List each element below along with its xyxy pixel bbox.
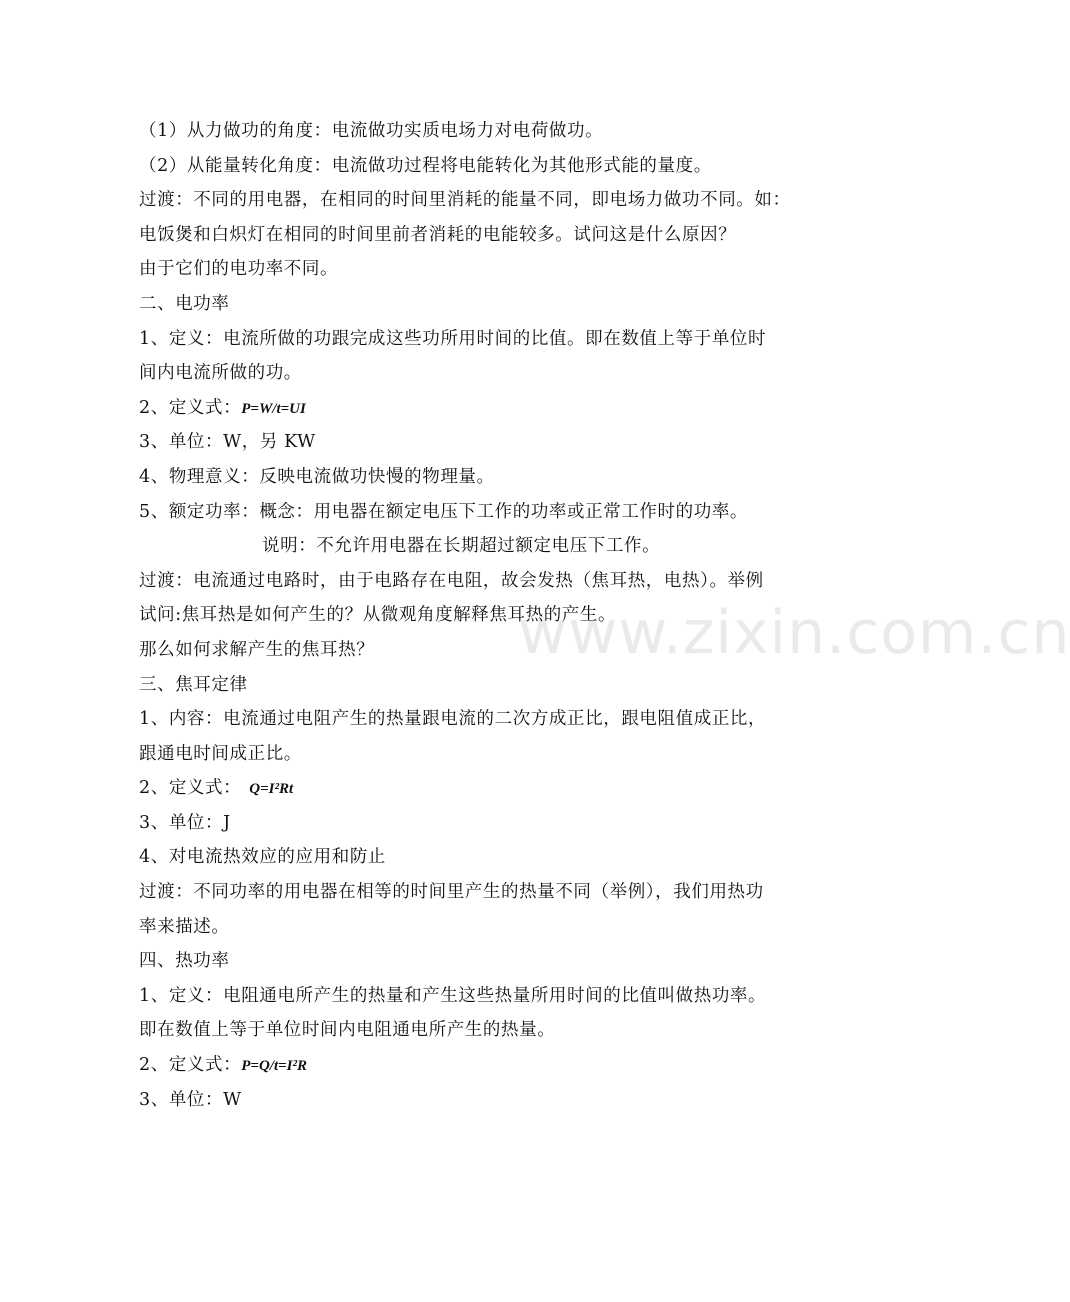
formula-label: 2、定义式：: [139, 397, 242, 418]
paragraph-line: （1）从力做功的角度：电流做功实质电场力对电荷做功。: [139, 121, 604, 141]
formula-label: 2、定义式：: [139, 778, 242, 799]
paragraph-line: 电饭煲和白炽灯在相同的时间里前者消耗的电能较多。试问这是什么原因？: [139, 224, 737, 245]
paragraph-line: 1、定义：电流所做的功跟完成这些功所用时间的比值。即在数值上等于单位时: [139, 328, 767, 349]
paragraph-line: 过渡：不同的用电器，在相同的时间里消耗的能量不同，即电场力做功不同。如：: [139, 190, 791, 211]
paragraph-line: 间内电流所做的功。: [139, 363, 302, 384]
paragraph-line: 那么如何求解产生的焦耳热？: [139, 639, 375, 660]
section-heading: 四、热功率: [139, 951, 230, 972]
formula: P=Q/t=I²R: [241, 1058, 307, 1075]
paragraph-line: 率来描述。: [139, 916, 230, 937]
paragraph-line: 1、内容：电流通过电阻产生的热量跟电流的二次方成正比，跟电阻值成正比，: [139, 709, 767, 730]
paragraph-line: 3、单位：W，另 KW: [139, 432, 316, 453]
formula: Q=I²Rt: [249, 781, 294, 798]
paragraph-line: 过渡：不同功率的用电器在相等的时间里产生的热量不同（举例），我们用热功: [139, 882, 764, 903]
paragraph-line: 5、额定功率：概念：用电器在额定电压下工作的功率或正常工作时的功率。: [139, 501, 749, 522]
formula: P=W/t=UI: [241, 400, 306, 417]
paragraph-line: 即在数值上等于单位时间内电阻通电所产生的热量。: [139, 1020, 556, 1041]
section-heading: 三、焦耳定律: [139, 674, 248, 695]
paragraph-line: 1、定义：电阻通电所产生的热量和产生这些热量所用时间的比值叫做热功率。: [139, 985, 767, 1006]
paragraph-line: 4、物理意义：反映电流做功快慢的物理量。: [139, 466, 495, 487]
note-line: 说明：不允许用电器在长期超过额定电压下工作。: [262, 536, 661, 557]
formula-line: [139, 771, 789, 806]
formula-label: 2、定义式：: [139, 1055, 242, 1076]
paragraph-line: 4、对电流热效应的应用和防止: [139, 847, 387, 868]
section-heading: 二、电功率: [139, 293, 230, 314]
document-body: [139, 114, 789, 1117]
paragraph-line: （2）从能量转化角度：电流做功过程将电能转化为其他形式能的量度。: [139, 155, 712, 176]
paragraph-line: 试问:焦耳热是如何产生的？从微观角度解释焦耳热的产生。: [139, 605, 617, 626]
formula-line: [139, 391, 789, 426]
watermark: www.zixin.com.cn: [518, 598, 1070, 668]
formula-line: [139, 1048, 789, 1083]
paragraph-line: 3、单位：W: [139, 1089, 242, 1110]
paragraph-line: 由于它们的电功率不同。: [139, 259, 339, 280]
paragraph-line: 跟通电时间成正比。: [139, 743, 302, 764]
paragraph-line: 3、单位：J: [139, 812, 231, 833]
paragraph-line: 过渡：电流通过电路时，由于电路存在电阻，故会发热（焦耳热，电热）。举例: [139, 570, 764, 591]
